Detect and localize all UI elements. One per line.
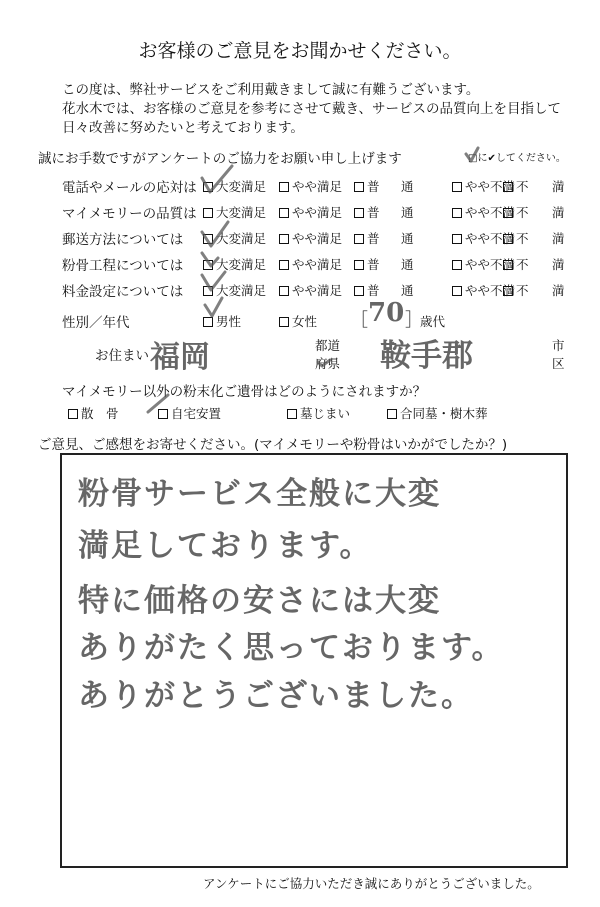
age-unit: 歳代 xyxy=(420,314,446,329)
rating-option-label: 満 xyxy=(552,179,565,194)
rating-option-label: 通 xyxy=(401,283,414,298)
rating-option-label: 不 xyxy=(516,205,529,220)
checkmark xyxy=(202,222,228,246)
remains-option-label: 散 骨 xyxy=(81,406,119,421)
rating-option-label: 普 xyxy=(367,231,380,246)
address-label: お住まい xyxy=(95,348,149,364)
remains-option-label: 自宅安置 xyxy=(171,406,222,421)
rating-option-label: やや満足 xyxy=(292,179,343,194)
stray-stroke xyxy=(148,395,168,412)
age-value[interactable]: 70 xyxy=(368,298,405,328)
rating-option-label: やや満足 xyxy=(292,205,343,220)
checkmark xyxy=(202,272,225,290)
rating-option-label: 通 xyxy=(401,231,414,246)
city-value[interactable]: 鞍手郡 xyxy=(380,338,473,374)
checkmark xyxy=(202,253,218,266)
checkmark xyxy=(466,148,478,161)
rating-option-label: 満 xyxy=(552,283,565,298)
prefecture-value[interactable]: 福岡 xyxy=(150,340,210,375)
rating-option-label: 通 xyxy=(401,179,414,194)
page-title: お客様のご意見をお聞かせください。 xyxy=(138,40,462,62)
female-label: 女性 xyxy=(292,314,318,329)
rating-option-label: 不 xyxy=(516,179,529,194)
comment-line: 特に価格の安さには大変 xyxy=(78,583,441,619)
rating-option-label: 普 xyxy=(367,283,380,298)
comment-line: 粉骨サービス全般に大変 xyxy=(78,476,441,512)
question-label: 電話やメールの応対は xyxy=(62,180,197,196)
rating-option-label: やや満足 xyxy=(292,231,343,246)
rating-option-label: やや不満 xyxy=(465,231,516,246)
checkmark xyxy=(205,298,222,316)
rating-option-label: 通 xyxy=(401,257,414,272)
male-label: 男性 xyxy=(216,314,242,329)
rating-option-label: 普 xyxy=(367,205,380,220)
rating-option-label: 大変満足 xyxy=(216,205,267,220)
rating-option-label: 満 xyxy=(552,257,565,272)
rating-option-label: 大変満足 xyxy=(216,257,267,272)
rating-option-label: 普 xyxy=(367,179,380,194)
rating-option-label: 普 xyxy=(367,257,380,272)
question-label: マイメモリーの品質は xyxy=(62,206,197,222)
rating-option-label: やや不満 xyxy=(465,257,516,272)
rating-option-label: 不 xyxy=(516,231,529,246)
address-connector xyxy=(318,360,330,366)
age-bracket-left: ［ xyxy=(350,310,368,331)
question-label: 料金設定については xyxy=(62,284,184,300)
gender-age-label: 性別／年代 xyxy=(62,315,130,331)
comment-line: 満足しております。 xyxy=(78,528,373,564)
question-label: 郵送方法については xyxy=(62,232,184,248)
age-bracket-right: ］ xyxy=(405,310,423,331)
rating-option-label: 不 xyxy=(516,257,529,272)
intro-line: この度は、弊社サービスをご利用戴きまして誠に有難うございます。 xyxy=(62,82,480,98)
rating-option-label: やや満足 xyxy=(292,257,343,272)
rating-option-label: やや満足 xyxy=(292,283,343,298)
city-label-top: 市 xyxy=(552,338,565,353)
remains-option-label: 合同墓・樹木葬 xyxy=(400,406,488,421)
intro-line: 日々改善に努めたいと考えております。 xyxy=(62,120,304,136)
rating-option-label: 不 xyxy=(516,283,529,298)
rating-option-label: やや不満 xyxy=(465,283,516,298)
check-instruction: □に✔してください。 xyxy=(468,153,566,164)
prefecture-label-bottom: 府県 xyxy=(315,356,341,371)
city-label-bottom: 区 xyxy=(552,356,565,371)
question-label: 粉骨工程については xyxy=(62,258,184,274)
prefecture-label-top: 都道 xyxy=(315,338,341,353)
rating-option-label: 満 xyxy=(552,231,565,246)
comment-prompt: ご意見、ご感想をお寄せください。(マイメモリーや粉骨はいかがでしたか？) xyxy=(38,437,508,453)
checkmark xyxy=(202,166,232,192)
rating-option-label: やや不満 xyxy=(465,205,516,220)
comment-line: ありがとうございました。 xyxy=(78,678,474,714)
rating-option-label: 大変満足 xyxy=(216,231,267,246)
comment-line: ありがたく思っております。 xyxy=(78,630,505,666)
survey-request: 誠にお手数ですがアンケートのご協力をお願い申し上げます xyxy=(38,151,402,167)
remains-option-label: 墓じまい xyxy=(300,406,351,421)
intro-line: 花水木では、お客様のご意見を参考にさせて戴き、サービスの品質向上を目指して xyxy=(62,101,561,117)
rating-option-label: 大変満足 xyxy=(216,179,267,194)
rating-option-label: 通 xyxy=(401,205,414,220)
rating-option-label: 満 xyxy=(552,205,565,220)
rating-option-label: やや不満 xyxy=(465,179,516,194)
remains-question: マイメモリー以外の粉末化ご遺骨はどのようにされますか？ xyxy=(62,384,427,400)
footer-thanks: アンケートにご協力いただき誠にありがとうございました。 xyxy=(203,876,540,891)
rating-option-label: 大変満足 xyxy=(216,283,267,298)
